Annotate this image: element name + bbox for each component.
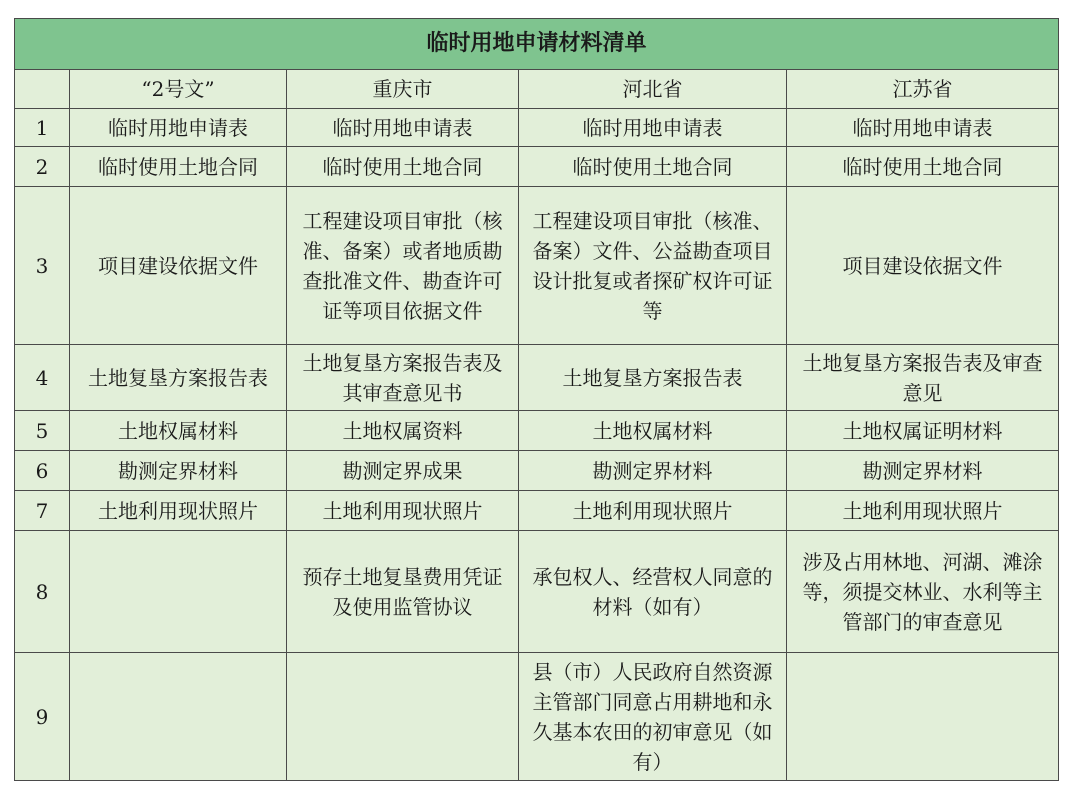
table-cell-national-doc: 土地复垦方案报告表 [70,345,287,411]
table-cell-row-index: 2 [15,147,70,187]
header-cell-national: “2号文” [70,70,287,109]
table-cell-row-index: 1 [15,109,70,147]
table-cell-hebei: 县（市）人民政府自然资源主管部门同意占用耕地和永久基本农田的初审意见（如有） [519,653,787,781]
materials-table-container [14,18,1058,781]
table-cell-jiangsu: 涉及占用林地、河湖、滩涂等，须提交林业、水利等主管部门的审查意见 [787,531,1059,653]
table-cell-row-index: 6 [15,451,70,491]
table-cell-hebei: 临时使用土地合同 [519,147,787,187]
table-cell-row-index: 9 [15,653,70,781]
table-row [15,411,1059,451]
table-row [15,653,1059,781]
table-cell-row-index: 3 [15,187,70,345]
table-cell-national-doc: 勘测定界材料 [70,451,287,491]
table-cell-row-index: 7 [15,491,70,531]
table-cell-jiangsu: 项目建设依据文件 [787,187,1059,345]
table-cell-jiangsu: 土地权属证明材料 [787,411,1059,451]
table-cell-hebei: 勘测定界材料 [519,451,787,491]
table-cell-hebei: 临时用地申请表 [519,109,787,147]
header-cell-jiangsu: 江苏省 [787,70,1059,109]
table-cell-chongqing: 预存土地复垦费用凭证及使用监管协议 [287,531,519,653]
header-cell-chongqing: 重庆市 [287,70,519,109]
table-header-row [15,70,1059,109]
table-cell-national-doc [70,531,287,653]
table-cell-row-index: 5 [15,411,70,451]
table-cell-chongqing: 勘测定界成果 [287,451,519,491]
table-cell-hebei: 土地利用现状照片 [519,491,787,531]
table-row [15,345,1059,411]
table-cell-national-doc: 土地利用现状照片 [70,491,287,531]
table-row [15,451,1059,491]
table-cell-jiangsu [787,653,1059,781]
header-cell-hebei: 河北省 [519,70,787,109]
table-cell-chongqing: 临时使用土地合同 [287,147,519,187]
table-cell-jiangsu: 勘测定界材料 [787,451,1059,491]
table-cell-national-doc: 临时用地申请表 [70,109,287,147]
table-cell-jiangsu: 临时使用土地合同 [787,147,1059,187]
table-title-row [15,19,1059,70]
table-cell-national-doc: 临时使用土地合同 [70,147,287,187]
table-cell-chongqing [287,653,519,781]
table-cell-jiangsu: 土地复垦方案报告表及审查意见 [787,345,1059,411]
table-row [15,531,1059,653]
table-cell-national-doc [70,653,287,781]
table-cell-chongqing: 土地利用现状照片 [287,491,519,531]
table-cell-row-index: 8 [15,531,70,653]
table-cell-chongqing: 土地复垦方案报告表及其审查意见书 [287,345,519,411]
table-cell-jiangsu: 临时用地申请表 [787,109,1059,147]
table-cell-chongqing: 工程建设项目审批（核准、备案）或者地质勘查批准文件、勘查许可证等项目依据文件 [287,187,519,345]
header-cell-index [15,70,70,109]
table-row [15,491,1059,531]
table-cell-chongqing: 临时用地申请表 [287,109,519,147]
table-cell-row-index: 4 [15,345,70,411]
table-cell-chongqing: 土地权属资料 [287,411,519,451]
table-cell-national-doc: 土地权属材料 [70,411,287,451]
table-cell-national-doc: 项目建设依据文件 [70,187,287,345]
table-row [15,109,1059,147]
table-cell-hebei: 承包权人、经营权人同意的材料（如有） [519,531,787,653]
table-title: 临时用地申请材料清单 [15,19,1059,70]
table-cell-jiangsu: 土地利用现状照片 [787,491,1059,531]
table-row [15,187,1059,345]
table-row [15,147,1059,187]
table-cell-hebei: 工程建设项目审批（核准、备案）文件、公益勘查项目设计批复或者探矿权许可证等 [519,187,787,345]
table-cell-hebei: 土地复垦方案报告表 [519,345,787,411]
table-cell-hebei: 土地权属材料 [519,411,787,451]
materials-table [14,18,1059,781]
